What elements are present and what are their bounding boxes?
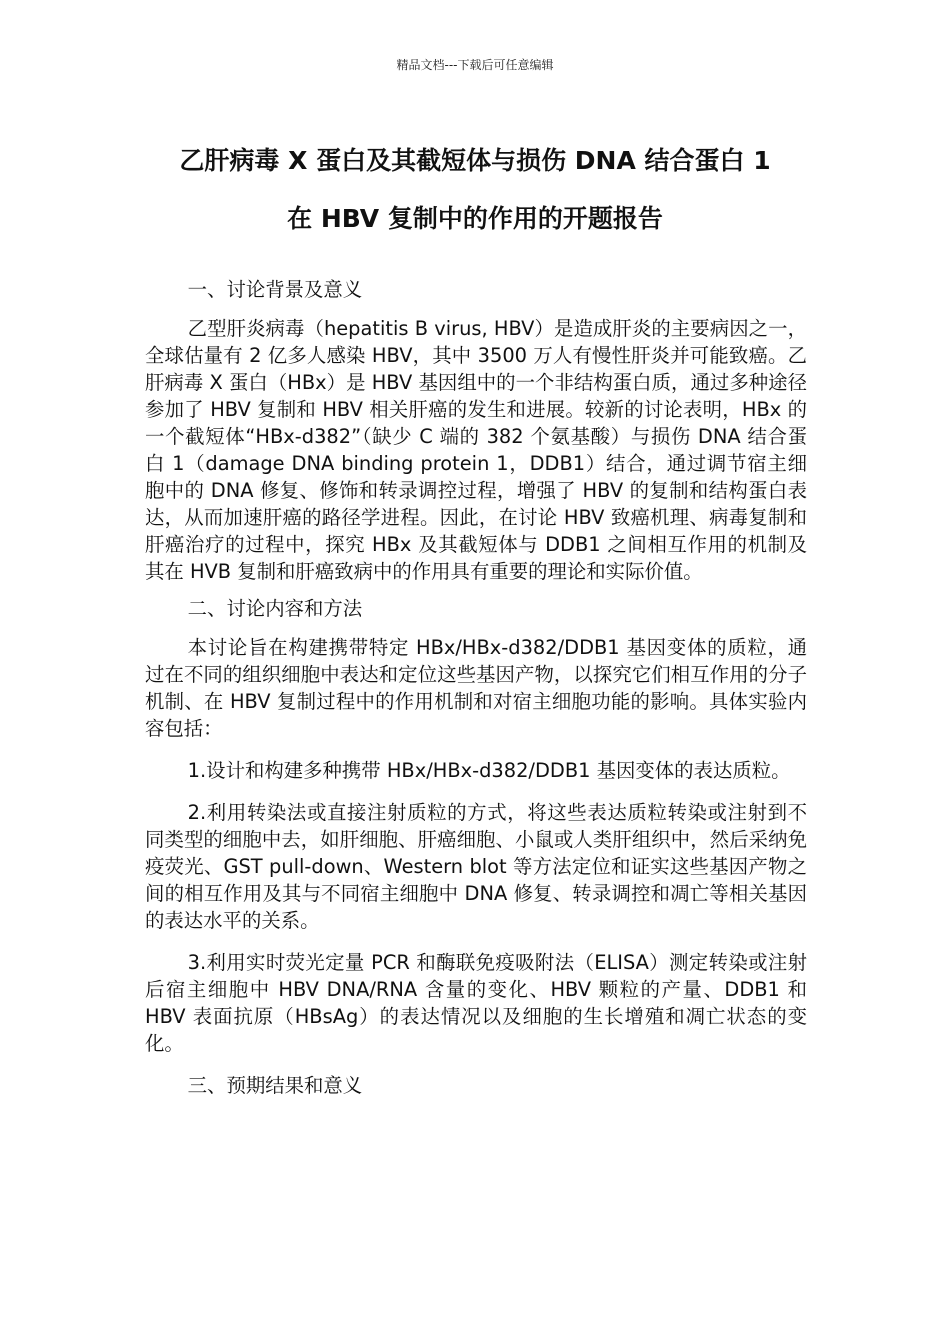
document-body [145, 276, 807, 1111]
section-1-heading: 一、讨论背景及意义 [187, 278, 363, 301]
document-title-line-2: 在 HBV 复制中的作用的开题报告 [287, 204, 663, 233]
section-1-paragraph: 乙型肝炎病毒（hepatitis B virus, HBV）是造成肝炎的主要病因之一，全球估量有 2 亿多人感染 HBV，其中 3500 万人有慢性肝炎并可能致癌。乙肝病毒 X 蛋白（HBx）是 HBV 基因组中的一个非结构蛋白质，通过多种途径参加了 HBV 复制和 HBV 相关肝癌的发生和进展。较新的讨论表明，HBx 的一个截短体“HBx-d382”（缺少 C 端的 382 个氨基酸）与损伤 DNA 结合蛋白 1（damage DNA binding protein 1，DDB1）结合，通过调节宿主细胞中的 DNA 修复、修饰和转录调控过程，增强了 HBV 的复制和结构蛋白表达，从而加速肝癌的路径学进程。因此，在讨论 HBV 致癌机理、病毒复制和肝癌治疗的过程中，探究 HBx 及其截短体与 DDB1 之间相互作用的机制及其在 HVB 复制和肝癌致病中的作用具有重要的理论和实际价值。 [145, 317, 807, 583]
section-2-paragraph: 本讨论旨在构建携带特定 HBx/HBx-d382/DDB1 基因变体的质粒，通过在不同的组织细胞中表达和定位这些基因产物，以探究它们相互作用的分子机制、在 HBV 复制过程中的作用机制和对宿主细胞功能的影响。具体实验内容包括： [145, 636, 807, 740]
section-2-item-1: 1.设计和构建多种携带 HBx/HBx-d382/DDB1 基因变体的表达质粒。 [187, 759, 791, 782]
section-3-heading: 三、预期结果和意义 [187, 1074, 363, 1097]
section-2-item-2: 2.利用转染法或直接注射质粒的方式，将这些表达质粒转染或注射到不同类型的细胞中去，如肝细胞、肝癌细胞、小鼠或人类肝组织中，然后采纳免疫荧光、GST pull-down、Western blot 等方法定位和证实这些基因产物之间的相互作用及其与不同宿主细胞中 DNA 修复、转录调控和凋亡等相关基因的表达水平的关系。 [145, 801, 807, 932]
section-2-heading: 二、讨论内容和方法 [187, 597, 363, 620]
document-title-line-1: 乙肝病毒 X 蛋白及其截短体与损伤 DNA 结合蛋白 1 [179, 146, 771, 175]
section-2-item-3: 3.利用实时荧光定量 PCR 和酶联免疫吸附法（ELISA）测定转染或注射后宿主细胞中 HBV DNA/RNA 含量的变化、HBV 颗粒的产量、DDB1 和 HBV 表面抗原（HBsAg）的表达情况以及细胞的生长增殖和凋亡状态的变化。 [145, 951, 807, 1055]
document-title [120, 132, 830, 248]
page-header-note: 精品文档---下载后可任意编辑 [396, 58, 554, 72]
